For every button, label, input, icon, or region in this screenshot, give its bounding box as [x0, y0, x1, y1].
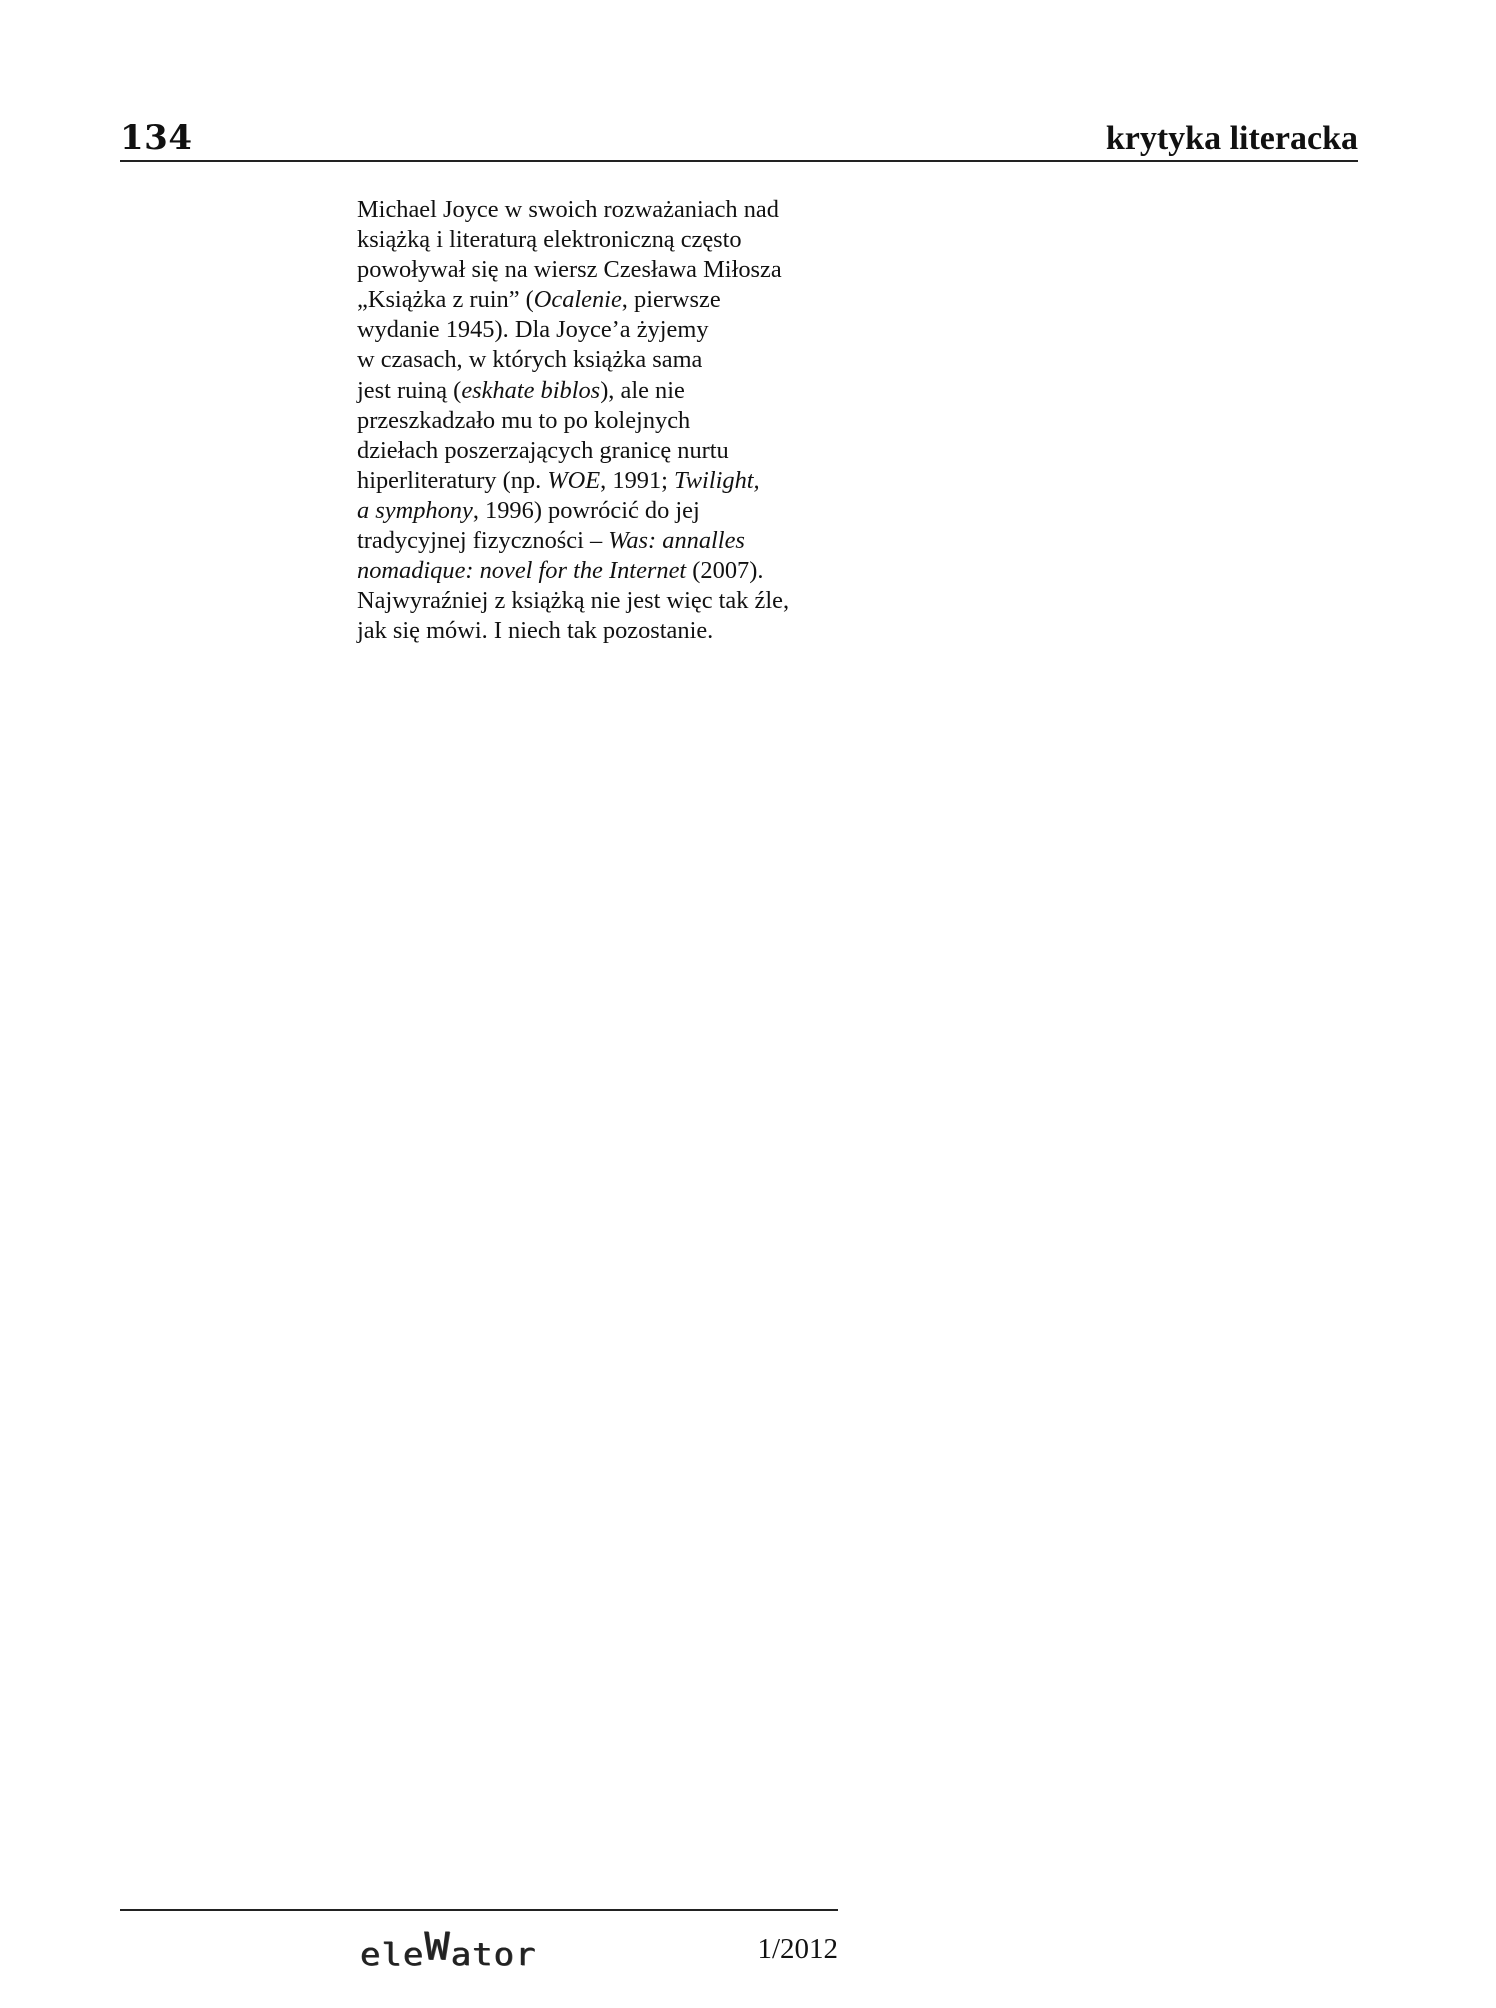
- text-run: , 1996) powrócić do jej: [472, 496, 700, 524]
- text-line: [357, 496, 857, 526]
- text-run: przeszkadzało mu to po kolejnych: [357, 406, 691, 434]
- text-run: Michael Joyce w swoich rozważaniach nad: [357, 196, 779, 223]
- italic-text: eskhate biblos: [461, 376, 601, 404]
- logo-part: W: [424, 1923, 451, 1969]
- magazine-logo: [360, 1923, 537, 1974]
- logo-part: ele: [360, 1936, 425, 1974]
- text-run: jak się mówi. I niech tak pozostanie.: [357, 617, 714, 645]
- text-run: tradycyjnej fizyczności –: [357, 527, 609, 555]
- page-number: 134: [120, 118, 193, 158]
- text-run: , pierwsze: [621, 286, 721, 314]
- italic-text: Ocalenie: [533, 286, 622, 314]
- italic-text: nomadique: novel for the Internet: [357, 557, 687, 585]
- section-title: krytyka literacka: [1105, 120, 1358, 157]
- logo-part: ator: [450, 1936, 537, 1974]
- text-run: wydanie 1945). Dla Joyce’a żyjemy: [357, 316, 709, 344]
- text-run: Najwyraźniej z książką nie jest więc tak źle,: [357, 587, 790, 615]
- text-line: [357, 285, 857, 315]
- text-line: [357, 436, 857, 466]
- italic-text: a symphony: [357, 496, 473, 524]
- text-run: (2007).: [686, 557, 764, 585]
- text-line: [357, 255, 857, 285]
- text-line: [357, 225, 857, 255]
- page-header: [120, 110, 1358, 162]
- italic-text: Twilight,: [674, 466, 760, 494]
- text-run: w czasach, w których książka sama: [357, 346, 703, 374]
- issue-number: 1/2012: [757, 1933, 838, 1965]
- text-run: „Książka z ruin” (: [357, 286, 534, 314]
- text-line: [357, 556, 857, 586]
- article-paragraph: [357, 195, 857, 646]
- text-run: hiperliteratury (np.: [357, 466, 548, 494]
- italic-text: Was: annalles: [608, 527, 745, 555]
- text-run: książką i literaturą elektroniczną często: [357, 226, 742, 254]
- text-line: [357, 315, 857, 345]
- text-run: powoływał się na wiersz Czesława Miłosza: [357, 256, 782, 284]
- text-run: , 1991;: [600, 466, 675, 494]
- text-line: [357, 195, 857, 225]
- text-line: [357, 526, 857, 556]
- italic-text: WOE: [547, 466, 601, 494]
- text-line: [357, 616, 857, 646]
- text-line: [357, 586, 857, 616]
- text-line: [357, 406, 857, 436]
- text-run: jest ruiną (: [357, 376, 462, 404]
- text-run: ), ale nie: [600, 376, 685, 404]
- page-footer: [120, 1909, 838, 1974]
- text-run: dziełach poszerzających granicę nurtu: [357, 436, 729, 464]
- text-line: [357, 345, 857, 375]
- text-line: [357, 376, 857, 406]
- text-line: [357, 466, 857, 496]
